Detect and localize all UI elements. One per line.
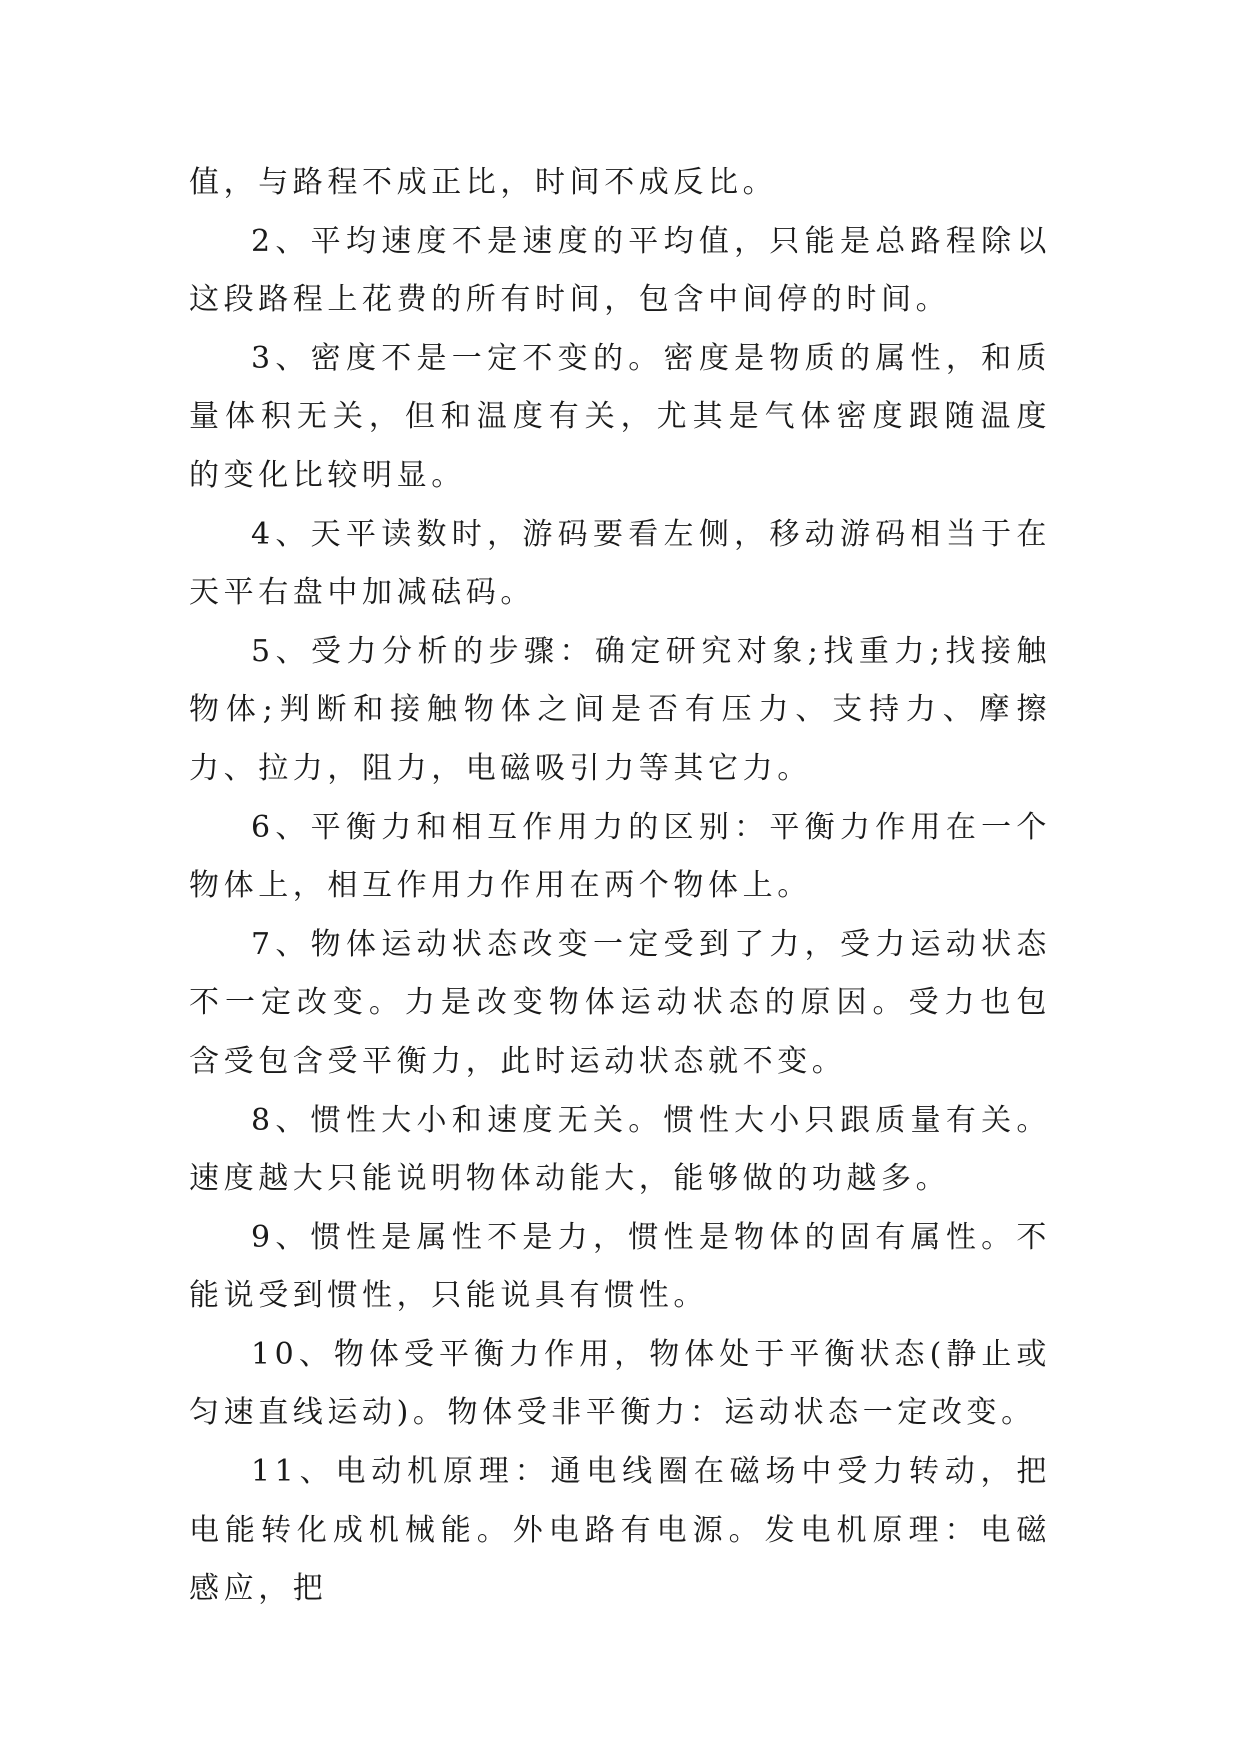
- paragraph-item-5: 5、受力分析的步骤：确定研究对象;找重力;找接触物体;判断和接触物体之间是否有压力、支持力、摩擦力、拉力，阻力，电磁吸引力等其它力。: [189, 633, 1051, 786]
- paragraph-item-6: 6、平衡力和相互作用力的区别：平衡力作用在一个物体上，相互作用力作用在两个物体上。: [189, 809, 1051, 904]
- paragraph-continuation: 值，与路程不成正比，时间不成反比。: [189, 165, 778, 200]
- paragraph-item-8: 8、惯性大小和速度无关。惯性大小只跟质量有关。速度越大只能说明物体动能大，能够做的功越多。: [189, 1102, 1051, 1197]
- paragraph-item-3: 3、密度不是一定不变的。密度是物质的属性，和质量体积无关，但和温度有关，尤其是气体密度跟随温度的变化比较明显。: [189, 340, 1051, 493]
- paragraph-item-4: 4、天平读数时，游码要看左侧，移动游码相当于在天平右盘中加减砝码。: [189, 516, 1051, 611]
- paragraph-item-9: 9、惯性是属性不是力，惯性是物体的固有属性。不能说受到惯性，只能说具有惯性。: [189, 1219, 1051, 1314]
- paragraph-item-7: 7、物体运动状态改变一定受到了力，受力运动状态不一定改变。力是改变物体运动状态的原因。受力也包含受包含受平衡力，此时运动状态就不变。: [189, 926, 1051, 1079]
- document-body: [189, 154, 1051, 1619]
- paragraph-item-10: 10、物体受平衡力作用，物体处于平衡状态(静止或匀速直线运动)。物体受非平衡力：运动状态一定改变。: [189, 1336, 1051, 1431]
- paragraph-item-2: 2、平均速度不是速度的平均值，只能是总路程除以这段路程上花费的所有时间，包含中间停的时间。: [189, 223, 1051, 318]
- paragraph-item-11: 11、电动机原理：通电线圈在磁场中受力转动，把电能转化成机械能。外电路有电源。发电机原理：电磁感应，把: [189, 1454, 1051, 1607]
